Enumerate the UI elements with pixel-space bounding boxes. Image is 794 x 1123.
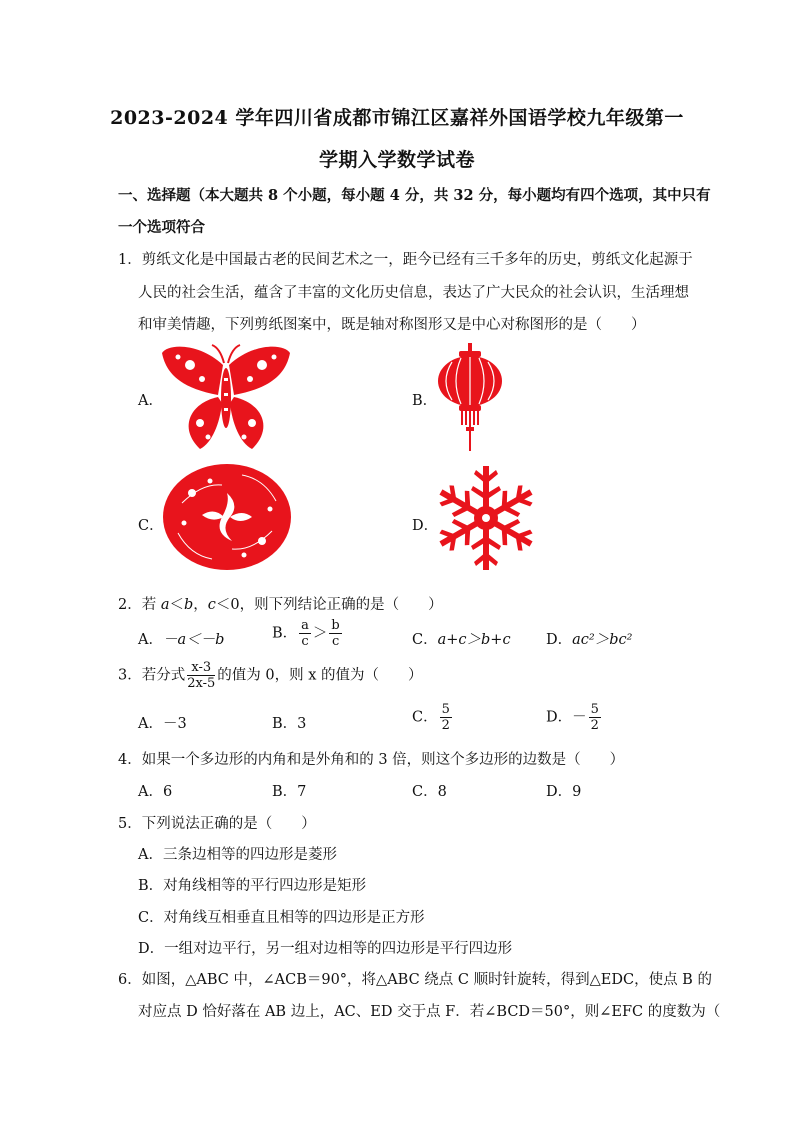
q1-option-b-label: B． (412, 393, 438, 409)
q6-stem-line1: 6．如图，△ABC 中，∠ACB＝90°，将△ABC 绕点 C 顺时针旋转，得到△EDC，使点 B 的 (118, 972, 712, 988)
q2-option-b: B． $\frac{a}{c}$ ＞ $\frac{b}{c}$ (272, 618, 340, 649)
q3-option-d: D．－ $\frac{5}{2}$ (546, 702, 599, 733)
q3-option-b: B．3 (272, 716, 307, 732)
q2-option-c: C．a+c＞b+c (412, 632, 511, 648)
q3-stem: 3．若分式 $\frac{x-3}{2x-5}$ 的值为 0，则 x 的值为（ ） (118, 660, 423, 691)
section-header-line2: 一个选项符合 (118, 219, 205, 236)
q4-option-d: D．9 (546, 784, 582, 800)
q2-stem: 2．若 a＜b，c＜0，则下列结论正确的是（ ） (118, 597, 443, 613)
butterfly-papercut-image (160, 343, 292, 451)
snowflake-papercut-image (437, 463, 535, 573)
q1-option-c-label: C． (138, 518, 164, 534)
page-title-line2: 学期入学数学试卷 (318, 149, 475, 171)
fish-circle-papercut-image (162, 463, 292, 571)
q1-option-a-label: A． (138, 393, 163, 409)
lantern-papercut-image (437, 343, 503, 451)
q5-option-a: A．三条边相等的四边形是菱形 (138, 847, 337, 863)
page-title-line1: 2023-2024 学年四川省成都市锦江区嘉祥外国语学校九年级第一 (110, 107, 684, 129)
q5-option-c: C．对角线互相垂直且相等的四边形是正方形 (138, 910, 425, 926)
q4-option-b: B．7 (272, 784, 307, 800)
q2-option-a: A．－a＜－b (138, 632, 225, 648)
q1-stem-line1: 1．剪纸文化是中国最古老的民间艺术之一，距今已经有三千多年的历史，剪纸文化起源于 (118, 252, 693, 268)
q4-option-c: C．8 (412, 784, 447, 800)
q1-stem-line2: 人民的社会生活，蕴含了丰富的文化历史信息，表达了广大民众的社会认识，生活理想 (138, 285, 689, 301)
q1-option-d-label: D． (412, 518, 439, 534)
q5-option-d: D．一组对边平行，另一组对边相等的四边形是平行四边形 (138, 941, 513, 957)
q6-stem-line2: 对应点 D 恰好落在 AB 边上，AC、ED 交于点 F．若∠BCD＝50°，则∠EFC 的度数为（ (138, 1004, 721, 1020)
q4-stem: 4．如果一个多边形的内角和是外角和的 3 倍，则这个多边形的边数是（ ） (118, 752, 625, 768)
q4-option-a: A．6 (138, 784, 173, 800)
q3-option-c: C． $\frac{5}{2}$ (412, 702, 450, 733)
section-header-line1: 一、选择题（本大题共 8 个小题，每小题 4 分，共 32 分，每小题均有四个选项，其中只有 (118, 187, 711, 204)
q2-option-d: D．ac²＞bc² (546, 632, 633, 648)
q5-option-b: B．对角线相等的平行四边形是矩形 (138, 878, 367, 894)
q1-stem-line3: 和审美情趣，下列剪纸图案中，既是轴对称图形又是中心对称图形的是（ ） (138, 317, 646, 333)
q5-stem: 5．下列说法正确的是（ ） (118, 816, 316, 832)
q3-option-a: A．－3 (138, 716, 187, 732)
